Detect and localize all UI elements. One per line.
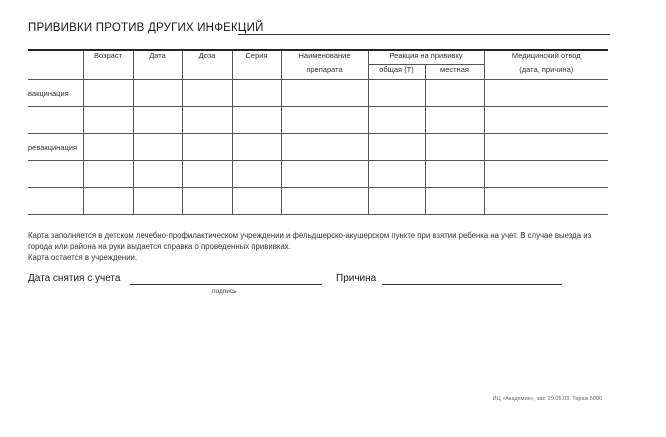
table-cell[interactable] bbox=[28, 161, 83, 188]
table-cell[interactable] bbox=[232, 80, 281, 107]
header-series-cont bbox=[232, 65, 281, 80]
table-cell[interactable] bbox=[281, 134, 368, 161]
table-cell[interactable] bbox=[425, 80, 484, 107]
table-cell[interactable] bbox=[281, 107, 368, 134]
header-medical-bottom: (дата, причина) bbox=[484, 65, 608, 80]
table-cell[interactable] bbox=[28, 107, 83, 134]
row-label-vaccination: вакцинация bbox=[28, 80, 83, 107]
table-row bbox=[28, 80, 608, 107]
table-cell[interactable] bbox=[182, 134, 232, 161]
table-cell[interactable] bbox=[182, 107, 232, 134]
form-title: ПРИВИВКИ ПРОТИВ ДРУГИХ ИНФЕКЦИЙ bbox=[28, 22, 264, 34]
header-age-cont bbox=[83, 65, 133, 80]
header-reaction: Реакция на прививку bbox=[368, 50, 484, 65]
header-blank bbox=[28, 50, 83, 80]
table-row bbox=[28, 134, 608, 161]
table-cell[interactable] bbox=[232, 161, 281, 188]
instructions-line-2: Карта остается в учреждении. bbox=[28, 253, 138, 262]
table-cell[interactable] bbox=[133, 134, 182, 161]
vaccination-table bbox=[28, 49, 608, 215]
table-cell[interactable] bbox=[368, 161, 425, 188]
table-cell[interactable] bbox=[281, 161, 368, 188]
instructions-line-1: Карта заполняется в детском лечебно-профилактическом учреждении и фельдшерско-акушерском пункте при взятии ребенка на учет. В случае выезда из города или района на руки выдается справка о проведенных прививках. bbox=[28, 231, 592, 251]
table-cell[interactable] bbox=[281, 80, 368, 107]
table-cell[interactable] bbox=[133, 80, 182, 107]
table-row bbox=[28, 161, 608, 188]
table-cell[interactable] bbox=[182, 80, 232, 107]
table-cell[interactable] bbox=[484, 80, 608, 107]
table-cell[interactable] bbox=[368, 188, 425, 215]
table-cell[interactable] bbox=[425, 134, 484, 161]
table-cell[interactable] bbox=[83, 80, 133, 107]
table-cell[interactable] bbox=[484, 161, 608, 188]
table-cell[interactable] bbox=[484, 134, 608, 161]
header-date-cont bbox=[133, 65, 182, 80]
header-preparation-bottom: препарата bbox=[281, 65, 368, 80]
table-cell[interactable] bbox=[133, 188, 182, 215]
table-cell[interactable] bbox=[484, 107, 608, 134]
table-cell[interactable] bbox=[425, 188, 484, 215]
table-cell[interactable] bbox=[182, 161, 232, 188]
header-medical-top: Медицинский отвод bbox=[484, 50, 608, 65]
header-series: Серия bbox=[232, 50, 281, 65]
table-cell[interactable] bbox=[182, 188, 232, 215]
table-cell[interactable] bbox=[83, 107, 133, 134]
table-cell[interactable] bbox=[425, 161, 484, 188]
reason-label: Причина bbox=[336, 273, 377, 284]
print-imprint: ИЦ «Академия», зак. 29.05.03. Тираж 5000 bbox=[492, 396, 602, 402]
table-cell[interactable] bbox=[232, 107, 281, 134]
table-cell[interactable] bbox=[368, 80, 425, 107]
reason-line[interactable] bbox=[382, 284, 562, 285]
table-cell[interactable] bbox=[28, 188, 83, 215]
deregistration-date-label: Дата снятия с учета bbox=[28, 273, 121, 284]
table-cell[interactable] bbox=[133, 107, 182, 134]
header-age: Возраст bbox=[83, 50, 133, 65]
table-cell[interactable] bbox=[281, 188, 368, 215]
header-reaction-local: местная bbox=[425, 65, 484, 80]
instructions-text bbox=[28, 230, 608, 263]
table-cell[interactable] bbox=[232, 188, 281, 215]
table-row bbox=[28, 107, 608, 134]
header-date: Дата bbox=[133, 50, 182, 65]
title-fill-line bbox=[238, 34, 610, 35]
header-reaction-general: общая (Т) bbox=[368, 65, 425, 80]
table-cell[interactable] bbox=[368, 107, 425, 134]
table-cell[interactable] bbox=[232, 134, 281, 161]
row-label-revaccination: ревакцинация bbox=[28, 134, 83, 161]
header-dose-cont bbox=[182, 65, 232, 80]
signature-caption: подпись bbox=[212, 288, 237, 295]
deregistration-date-line[interactable] bbox=[130, 284, 322, 285]
table-cell[interactable] bbox=[83, 188, 133, 215]
table-cell[interactable] bbox=[83, 161, 133, 188]
header-preparation-top: Наименование bbox=[281, 50, 368, 65]
table-cell[interactable] bbox=[83, 134, 133, 161]
table-cell[interactable] bbox=[484, 188, 608, 215]
table-cell[interactable] bbox=[133, 161, 182, 188]
table-cell[interactable] bbox=[425, 107, 484, 134]
table-cell[interactable] bbox=[368, 134, 425, 161]
header-dose: Доза bbox=[182, 50, 232, 65]
table-row bbox=[28, 188, 608, 215]
